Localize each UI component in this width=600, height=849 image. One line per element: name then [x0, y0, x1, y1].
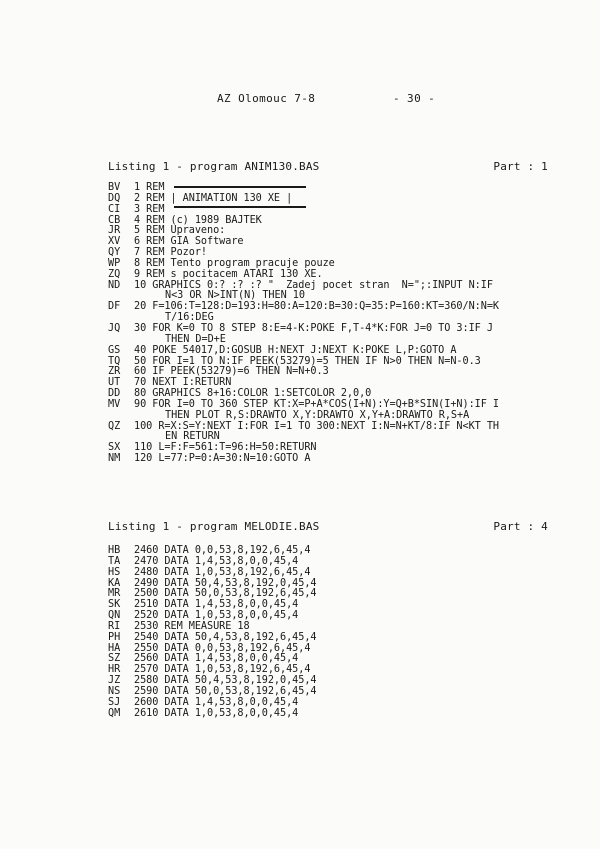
line-checksum: HR [108, 664, 121, 676]
line-text: 2510 DATA 1,4,53,8,0,0,45,4 [134, 599, 299, 611]
line-text: 2460 DATA 0,0,53,8,192,6,45,4 [134, 545, 311, 556]
code-line [108, 194, 578, 205]
line-text: 110 L=F:F=561:T=96:H=50:RETURN [134, 442, 317, 454]
line-checksum: SZ [108, 653, 121, 665]
line-text: THEN D=D+E [165, 333, 226, 345]
page-title: AZ Olomouc 7-8 [217, 92, 316, 105]
line-text: 7 REM Pozor! [134, 247, 208, 259]
line-checksum: MR [108, 588, 121, 600]
line-text: 90 FOR I=0 TO 360 STEP KT:X=P+A*COS(I+N):Y=Q+B*SIN(I+N):IF I [134, 398, 500, 410]
line-checksum: UT [108, 377, 121, 389]
line-text: 2610 DATA 1,0,53,8,0,0,45,4 [134, 707, 299, 719]
code-line [108, 633, 578, 644]
line-text: 120 L=77:P=0:A=30:N=10:GOTO A [134, 453, 311, 465]
line-checksum: NM [108, 453, 121, 465]
line-text: 2600 DATA 1,4,53,8,0,0,45,4 [134, 696, 299, 708]
line-checksum: ZQ [108, 268, 121, 280]
line-checksum: KA [108, 577, 121, 589]
line-text: 2 REM | ANIMATION 130 XE | [134, 192, 293, 204]
line-text: THEN PLOT R,S:DRAWTO X,Y:DRAWTO X,Y+A:DRAWTO R,S+A [165, 409, 470, 421]
line-text: 20 F=106:T=128:D=193:H=80:A=120:B=30:Q=35:P=160:KT=360/N:N=K [134, 301, 500, 313]
line-text: 2530 REM MEASURE 18 [134, 620, 250, 632]
line-checksum: HB [108, 545, 121, 556]
line-checksum: HA [108, 642, 121, 654]
line-checksum: WP [108, 257, 121, 269]
line-checksum: JZ [108, 675, 121, 687]
line-text: EN RETURN [165, 431, 220, 443]
line-text: T/16:DEG [165, 312, 214, 324]
line-checksum: QN [108, 610, 121, 622]
line-text: 10 GRAPHICS 0:? :? :? " Zadej pocet stran N=";:INPUT N:IF [134, 279, 493, 291]
line-checksum: NS [108, 685, 121, 697]
listing-part: Part : 4 [493, 520, 548, 533]
code-line [108, 454, 578, 465]
line-checksum: DF [108, 301, 121, 313]
line-text: 2540 DATA 50,4,53,8,192,6,45,4 [134, 631, 317, 643]
listing-heading [108, 160, 548, 173]
line-text: 60 IF PEEK(53279)=6 THEN N=N+0.3 [134, 366, 329, 378]
line-checksum: GS [108, 344, 121, 356]
code-listing-melodie [108, 546, 578, 720]
line-checksum: SX [108, 442, 121, 454]
line-text: 2590 DATA 50,0,53,8,192,6,45,4 [134, 685, 317, 697]
line-text: 1 REM [134, 182, 165, 193]
line-text: 8 REM Tento program pracuje pouze [134, 257, 335, 269]
line-checksum: MV [108, 398, 121, 410]
line-text: 40 POKE 54017,D:GOSUB H:NEXT J:NEXT K:POKE L,P:GOTO A [134, 344, 457, 356]
line-checksum: BV [108, 182, 121, 193]
line-checksum: RI [108, 620, 121, 632]
code-line [108, 709, 578, 720]
line-text: 2560 DATA 1,4,53,8,0,0,45,4 [134, 653, 299, 665]
line-checksum: QY [108, 247, 121, 259]
line-checksum: SK [108, 599, 121, 611]
line-checksum: QM [108, 707, 121, 719]
line-text: 5 REM Upraveno: [134, 225, 226, 237]
line-text: 4 REM (c) 1989 BAJTEK [134, 214, 262, 226]
line-checksum: DD [108, 388, 121, 400]
line-text: 2500 DATA 50,0,53,8,192,6,45,4 [134, 588, 317, 600]
line-checksum: CI [108, 203, 121, 215]
line-checksum: CB [108, 214, 121, 226]
line-text: N<3 OR N>INT(N) THEN 10 [165, 290, 305, 302]
line-checksum: XV [108, 236, 121, 248]
code-line [108, 205, 578, 216]
line-text: 2520 DATA 1,0,53,8,0,0,45,4 [134, 610, 299, 622]
line-checksum: QZ [108, 420, 121, 432]
listing-heading [108, 520, 548, 533]
line-text: 9 REM s pocitacem ATARI 130 XE. [134, 268, 323, 280]
listing-part: Part : 1 [493, 160, 548, 173]
line-text: 3 REM [134, 203, 165, 215]
line-checksum: TA [108, 555, 121, 567]
line-checksum: JQ [108, 322, 121, 334]
listing-title: Listing 1 - program ANIM130.BAS [108, 160, 320, 173]
line-text: 2490 DATA 50,4,53,8,192,0,45,4 [134, 577, 317, 589]
line-text: 2550 DATA 0,0,53,8,192,6,45,4 [134, 642, 311, 654]
line-checksum: JR [108, 225, 121, 237]
line-checksum: TQ [108, 355, 121, 367]
code-listing-anim [108, 183, 578, 465]
line-checksum: ZR [108, 366, 121, 378]
line-text: 2570 DATA 1,0,53,8,192,6,45,4 [134, 664, 311, 676]
line-text: 100 R=X:S=Y:NEXT I:FOR I=1 TO 300:NEXT I:N=N+KT/8:IF N<KT TH [134, 420, 500, 432]
code-line [108, 568, 578, 579]
line-checksum: ND [108, 279, 121, 291]
line-text: 2580 DATA 50,4,53,8,192,0,45,4 [134, 675, 317, 687]
line-text: 70 NEXT I:RETURN [134, 377, 232, 389]
line-checksum: SJ [108, 696, 121, 708]
line-text: 2480 DATA 1,0,53,8,192,6,45,4 [134, 566, 311, 578]
line-text: 2470 DATA 1,4,53,8,0,0,45,4 [134, 555, 299, 567]
listing-title: Listing 1 - program MELODIE.BAS [108, 520, 320, 533]
line-text: 30 FOR K=0 TO 8 STEP 8:E=4-K:POKE F,T-4*K:FOR J=0 TO 3:IF J [134, 322, 493, 334]
line-checksum: HS [108, 566, 121, 578]
line-text: 6 REM GIA Software [134, 236, 244, 248]
line-checksum: PH [108, 631, 121, 643]
code-line [108, 411, 578, 422]
line-text: 80 GRAPHICS 8+16:COLOR 1:SETCOLOR 2,0,0 [134, 388, 372, 400]
code-line [108, 346, 578, 357]
page-number: - 30 - [393, 92, 436, 105]
line-text: 50 FOR I=1 TO N:IF PEEK(53279)=5 THEN IF N>0 THEN N=N-0.3 [134, 355, 481, 367]
code-line [108, 270, 578, 281]
line-checksum: DQ [108, 192, 121, 204]
